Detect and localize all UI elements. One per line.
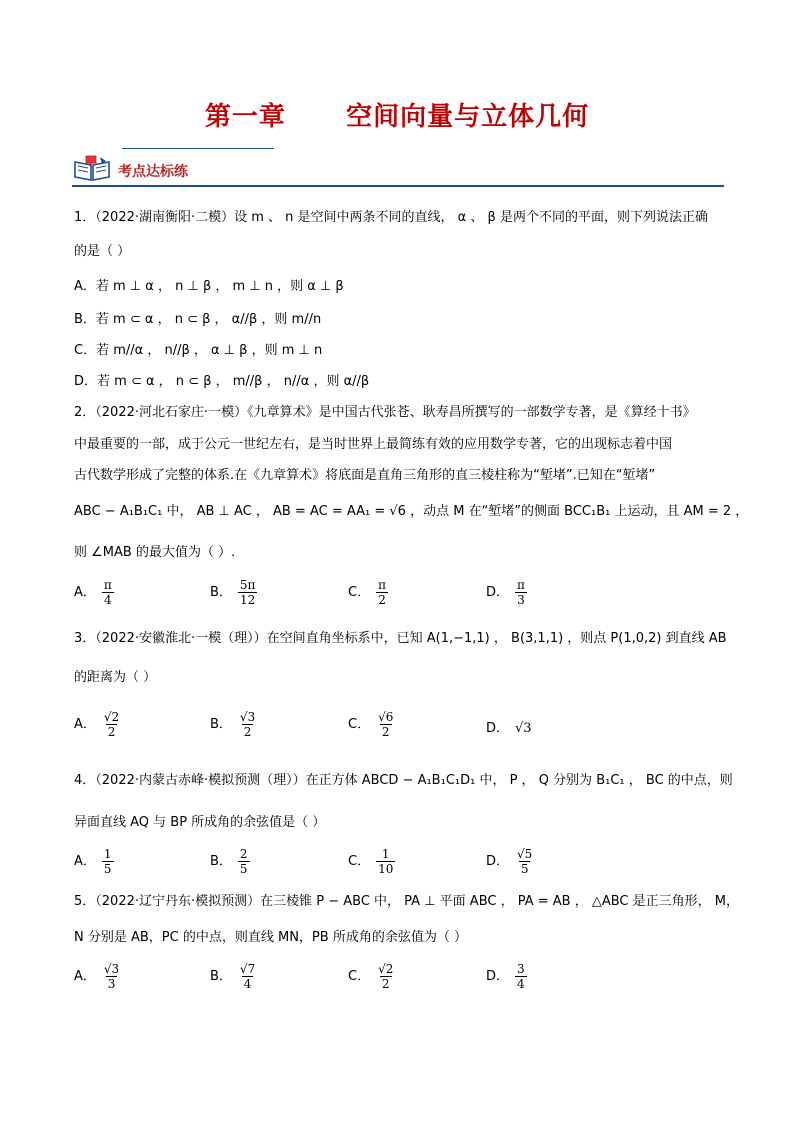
q1-option-a: A．若 m ⊥ α ， n ⊥ β ， m ⊥ n ，则 α ⊥ β [74, 279, 344, 294]
fraction: $\frac{√5}{5}$ [517, 847, 533, 876]
q4-option-d: D． $\frac{√5}{5}$ [486, 847, 533, 876]
q5-option-c: C． $\frac{√2}{2}$ [348, 962, 394, 991]
section-label: 考点达标练 [118, 164, 188, 180]
section-banner [72, 148, 724, 188]
q4-option-b: B． $\frac{2}{5}$ [210, 847, 248, 876]
fraction: $\frac{3}{4}$ [517, 962, 525, 991]
q1-option-c: C．若 m//α ， n//β ， α ⊥ β ，则 m ⊥ n [74, 343, 323, 358]
q2-option-b: B． $\frac{5\pi}{12}$ [210, 578, 256, 607]
q3-option-c: C． $\frac{√6}{2}$ [348, 710, 394, 739]
fraction: $\frac{2}{5}$ [239, 847, 248, 876]
q3-stem-line2: 的距离为（ ） [74, 670, 157, 685]
q4-option-a: A． $\frac{1}{5}$ [74, 847, 112, 876]
q5-option-d: D． $\frac{3}{4}$ [486, 962, 525, 991]
fraction: $\frac{5\pi}{12}$ [239, 578, 256, 607]
q1-option-d: D．若 m ⊂ α ， n ⊂ β ， m//β ， n//α ，则 α//β [74, 374, 370, 389]
book-icon [72, 154, 112, 182]
fraction: $\frac{1}{5}$ [103, 847, 112, 876]
q2-option-d: D． $\frac{\pi}{3}$ [486, 578, 525, 607]
fraction: $\frac{√3}{2}$ [239, 710, 256, 739]
q2-stem-line1: 2．（2022·河北石家庄·一模）《九章算术》是中国古代张苍、耿寿昌所撰写的一部数学专著，是《算经十书》 [74, 405, 696, 420]
fraction: $\frac{\pi}{2}$ [378, 578, 386, 607]
q1-stem-line2: 的是（ ） [74, 244, 131, 259]
fraction: $\frac{√7}{4}$ [239, 962, 256, 991]
q5-option-a: A． $\frac{√3}{3}$ [74, 962, 120, 991]
page-title: 第一章 空间向量与立体几何 [204, 102, 590, 132]
fraction: $\frac{\pi}{4}$ [103, 578, 112, 607]
fraction: $\frac{√6}{2}$ [378, 710, 394, 739]
banner-bottom-rule [72, 185, 724, 187]
q2-stem-line2: 中最重要的一部，成于公元一世纪左右，是当时世界上最简练有效的应用数学专著，它的出现标志着中国 [74, 437, 673, 452]
q5-stem-line1: 5．（2022·辽宁丹东·模拟预测）在三棱锥 P − ABC 中， PA ⊥ 平面 ABC ， PA = AB ， △ABC 是正三角形， M， [74, 894, 739, 909]
q4-stem-line2: 异面直线 AQ 与 BP 所成角的余弦值是（ ） [74, 815, 326, 830]
q3-option-d: D． √3 [486, 721, 532, 736]
q2-option-a: A． $\frac{\pi}{4}$ [74, 578, 112, 607]
q3-option-a: A． $\frac{√2}{2}$ [74, 710, 120, 739]
fraction: $\frac{1}{10}$ [378, 847, 394, 876]
fraction: $\frac{√2}{2}$ [378, 962, 394, 991]
q2-stem-line5: 则 ∠MAB 的最大值为（ ）. [74, 545, 236, 560]
fraction: $\frac{\pi}{3}$ [517, 578, 525, 607]
q4-stem-line1: 4．（2022·内蒙古赤峰·模拟预测（理））在正方体 ABCD − A₁B₁C₁D₁ 中， P ， Q 分别为 B₁C₁ ， BC 的中点，则 [74, 773, 733, 788]
banner-top-rule [122, 148, 274, 149]
q1-option-b: B．若 m ⊂ α ， n ⊂ β ， α//β ，则 m//n [74, 312, 322, 327]
q2-stem-line3: 古代数学形成了完整的体系.在《九章算术》将底面是直角三角形的直三棱柱称为“堑堵”.已知在“堑堵” [74, 468, 656, 483]
fraction: $\frac{√3}{3}$ [103, 962, 120, 991]
q3-stem-line1: 3．（2022·安徽淮北·一模（理））在空间直角坐标系中，已知 A(1,−1,1) ， B(3,1,1) ，则点 P(1,0,2) 到直线 AB [74, 631, 727, 646]
q4-option-c: C． $\frac{1}{10}$ [348, 847, 394, 876]
q3-option-b: B． $\frac{√3}{2}$ [210, 710, 256, 739]
q5-option-b: B． $\frac{√7}{4}$ [210, 962, 256, 991]
q2-option-c: C． $\frac{\pi}{2}$ [348, 578, 386, 607]
q5-stem-line2: N 分别是 AB，PC 的中点，则直线 MN，PB 所成角的余弦值为（ ） [74, 930, 467, 945]
q1-stem-line1: 1．（2022·湖南衡阳·二模）设 m 、 n 是空间中两条不同的直线， α 、 β 是两个不同的平面，则下列说法正确 [74, 210, 708, 225]
q2-stem-line4: ABC − A₁B₁C₁ 中， AB ⊥ AC ， AB = AC = AA₁ = √6 ，动点 M 在“堑堵”的侧面 BCC₁B₁ 上运动，且 AM = 2 ， [74, 504, 749, 519]
fraction: $\frac{√2}{2}$ [103, 710, 120, 739]
